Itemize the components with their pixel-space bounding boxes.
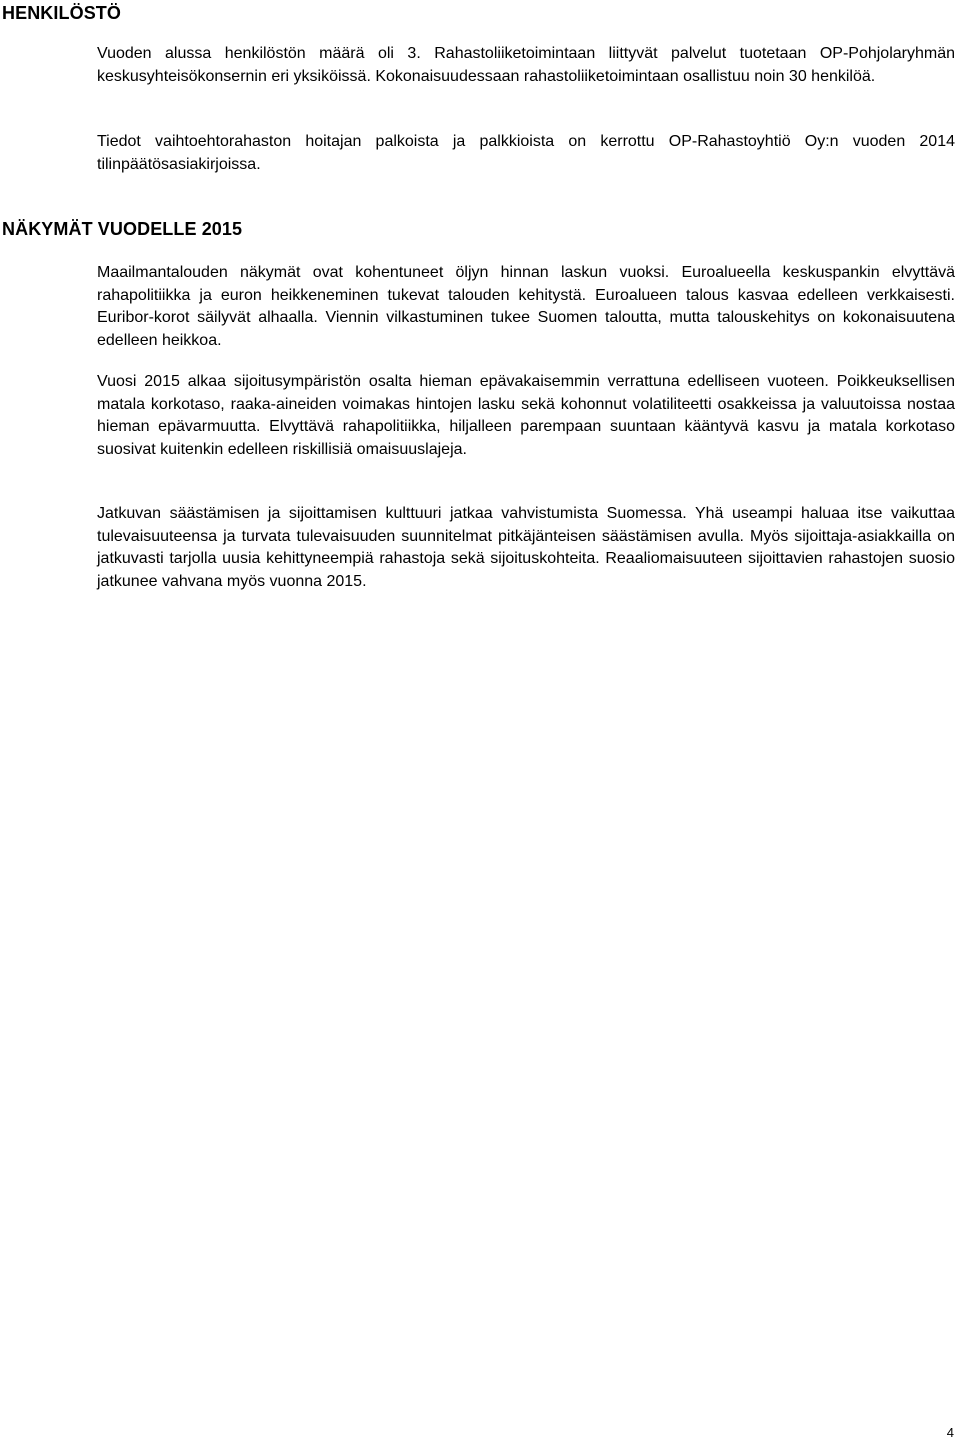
page-number: 4: [946, 1425, 954, 1440]
paragraph-remuneration: Tiedot vaihtoehtorahaston hoitajan palkoista ja palkkioista on kerrottu OP-Rahastoyhtiö Oy:n vuoden 2014 tilinpäätösasiakirjoissa.: [97, 133, 955, 173]
paragraph-investment-environment: Vuosi 2015 alkaa sijoitusympäristön osalta hieman epävakaisemmin verrattuna edelliseen vuoteen. Poikkeuksellisen matala korkotaso, raaka-aineiden voimakas hintojen lasku sekä kohonnut volatiliteetti osakkeissa ja valuutoissa nostaa hieman epävarmuutta. Elvyttävä rahapolitiikka, hiljalleen parempaan suuntaan kääntyvä kasvu ja matala korkotaso suosivat kuitenkin edelleen riskillisiä omaisuuslajeja.: [97, 373, 955, 458]
section-heading-henkilosto: HENKILÖSTÖ: [2, 3, 122, 23]
paragraph-world-economy: Maailmantalouden näkymät ovat kohentuneet öljyn hinnan laskun vuoksi. Euroalueella keskuspankin elvyttävä rahapolitiikka ja euron heikkeneminen tukevat talouden kehitystä. Euroalueen talous kasvaa edelleen verkkaisesti. Euribor-korot säilyvät alhaalla. Viennin vilkastuminen tukee Suomen taloutta, mutta talouskehitys on kokonaisuutena edelleen heikkoa.: [97, 264, 955, 349]
paragraph-saving-culture: Jatkuvan säästämisen ja sijoittamisen kulttuuri jatkaa vahvistumista Suomessa. Yhä useampi haluaa itse vaikuttaa tulevaisuuteensa ja turvata tulevaisuuden suunnitelmat pitkäjänteisen säästämisen avulla. Myös sijoittaja-asiakkailla on jatkuvasti tarjolla uusia kehittyneempiä rahastoja sekä sijoituskohteita. Reaaliomaisuuteen sijoittavien rahastojen suosio jatkunee vahvana myös vuonna 2015.: [97, 505, 955, 590]
paragraph-staff-count: Vuoden alussa henkilöstön määrä oli 3. Rahastoliiketoimintaan liittyvät palvelut tuotetaan OP-Pohjolaryhmän keskusyhteisökonsernin eri yksiköissä. Kokonaisuudessaan rahastoliiketoimintaan osallistuu noin 30 henkilöä.: [97, 45, 955, 85]
section-heading-outlook-2015: NÄKYMÄT VUODELLE 2015: [2, 219, 243, 239]
